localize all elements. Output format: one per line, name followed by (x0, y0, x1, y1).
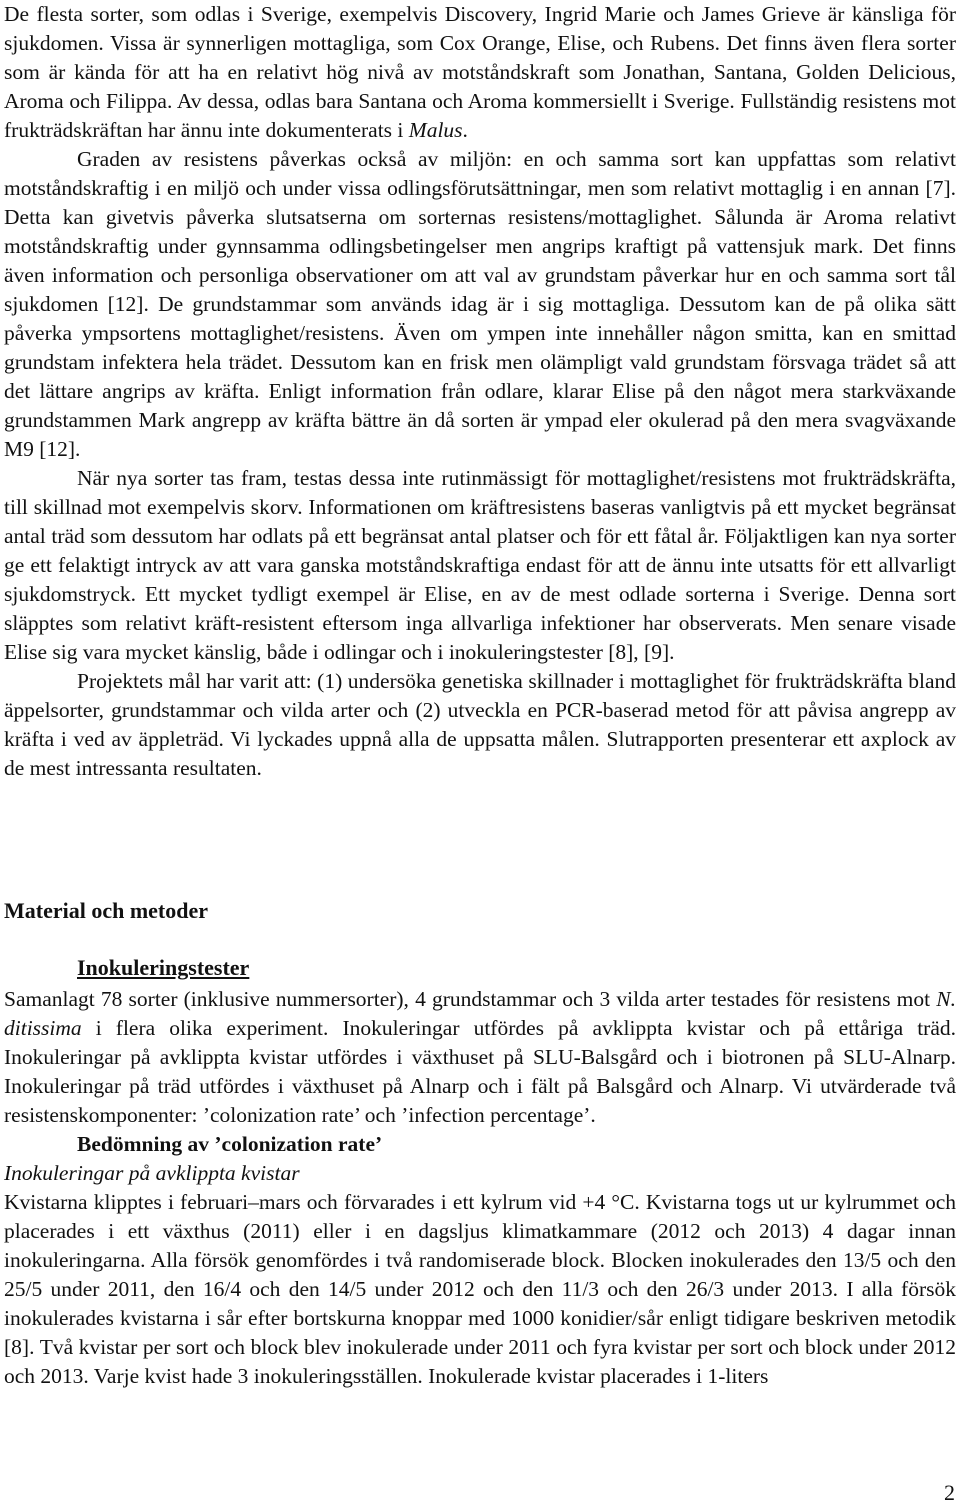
page-number: 2 (944, 1480, 955, 1505)
paragraph-project-goals: Projektets mål har varit att: (1) undersöka genetiska skillnader i mottaglighet för frukträdskräfta bland äppelsorter, grundstammar och vilda arter och (2) utveckla en PCR-baserad metod för att påvisa angrepp av kräfta i ved av äppleträd. Vi lyckades uppnå alla de uppsatta målen. Slutrapporten presenterar ett axplock av de mest intressanta resultaten. (4, 669, 956, 780)
malus-italic: Malus (408, 118, 463, 142)
paragraph-cut-shoots: Kvistarna klipptes i februari–mars och förvarades i ett kylrum vid +4 °C. Kvistarna togs ut ur kylrummet och placerades i ett växthus (2011) eller i en dagsljus klimatkammare (2012 och 2013) 4 dagar innan inokuleringarna. Alla försök genomfördes i två randomiserade block. Blocken inokulerades den 13/5 och den 25/5 under 2011, den 16/4 och den 14/5 under 2012 och den 11/3 och den 26/3 under 2013. I alla försök inokulerades kvistarna i sår efter bortskurna knoppar med 1000 konidier/sår enligt tidigare beskriven metodik [8]. Två kvistar per sort och block blev inokulerade under 2011 och fyra kvistar per sort och block under 2012 och 2013. Varje kvist hade 3 inokuleringsställen. Inokulerade kvistar placerades i 1-liters (4, 1190, 956, 1388)
paragraph-resistance-environment: Graden av resistens påverkas också av miljön: en och samma sort kan uppfattas som relativt motståndskraftig i en miljö och under vissa odlingsförutsättningar, men som relativt mottaglig i en annan [7]. Detta kan givetvis påverka slutsatserna om sorternas resistens/mottaglighet. Sålunda är Aroma relativt motståndskraftig under gynnsamma odlingsbetingelser men angrips kraftigt på vattensjuk mark. Det finns även information och personliga observationer om att val av grundstam påverkar hur en och samma sort tål sjukdomen [12]. De grundstammar som används idag är i sig mottagliga. Dessutom kan de på olika sätt påverka ympsortens mottaglighet/resistens. Även om ympen inte innehåller någon smitta, kan en smittad grundstam infektera hela trädet. Dessutom kan en frisk men olämpligt vald grundstam försvaga trädet så att det lättare angrips av kräfta. Enligt information från odlare, klarar Elise på den något mera starkväxande grundstammen Mark angrepp av kräfta bättre än då sorten är ympad eler okulerad på den mera svagväxande M9 [12]. (4, 147, 956, 461)
methods-block (4, 985, 956, 1391)
italic-subheading: Inokuleringar på avklippta kvistar (4, 1161, 300, 1185)
bold-subheading: Bedömning av ’colonization rate’ (77, 1132, 383, 1156)
section-heading: Material och metoder (4, 898, 209, 923)
subsection-heading: Inokuleringstester (77, 955, 250, 980)
paragraph-inoculation-overview (4, 985, 956, 1130)
intro-block (4, 0, 956, 783)
paragraph-new-varieties: När nya sorter tas fram, testas dessa inte rutinmässigt för mottaglighet/resistens mot frukträdskräfta, till skillnad mot exempelvis skorv. Informationen om kräftresistens baseras vanligtvis på ett mycket begränsat antal träd som dessutom har odlats på ett begränsat antal platser och för ett fåtal år. Följaktligen kan nya sorter ge ett felaktigt intryck av att vara ganska motståndskraftiga endast för att de ännu inte utsatts för ett allvarligt sjukdomstryck. Ett mycket tydligt exempel är Elise, en av de mest odlade sorterna i Sverige. Denna sort släpptes som relativt kräft-resistent eftersom inga allvarliga infektioner har observerats. Men senare visade Elise sig vara mycket känslig, både i odlingar och i inokuleringstester [8], [9]. (4, 466, 956, 664)
inoculation-text-a: Samanlagt 78 sorter (inklusive nummersorter), 4 grundstammar och 3 vilda arter testades för resistens mot (4, 987, 937, 1011)
paragraph-varieties-end: . (462, 118, 468, 142)
paragraph-varieties-text: De flesta sorter, som odlas i Sverige, exempelvis Discovery, Ingrid Marie och James Grieve är känsliga för sjukdomen. Vissa är synnerligen mottagliga, som Cox Orange, Elise, och Rubens. Det finns även flera sorter som är kända för att ha en relativt hög nivå av motståndskraft som Jonathan, Santana, Golden Delicious, Aroma och Filippa. Av dessa, odlas bara Santana och Aroma kommersiellt i Sverige. Fullständig resistens mot frukträdskräftan har ännu inte dokumenterats i (4, 2, 956, 142)
inoculation-text-b: i flera olika experiment. Inokuleringar utfördes på avklippta kvistar och på ettåriga träd. Inokuleringar på avklippta kvistar utfördes i växthuset på SLU-Balsgård och i biotronen på SLU-Alnarp. Inokuleringar på träd utfördes i växthuset på Alnarp och i fält på Balsgård och Alnarp. Vi utvärderade två resistenskomponenter: ’colonization rate’ och ’infection percentage’. (4, 1016, 956, 1127)
species-italic: N. ditissima (4, 987, 956, 1040)
paragraph-varieties (4, 0, 956, 145)
